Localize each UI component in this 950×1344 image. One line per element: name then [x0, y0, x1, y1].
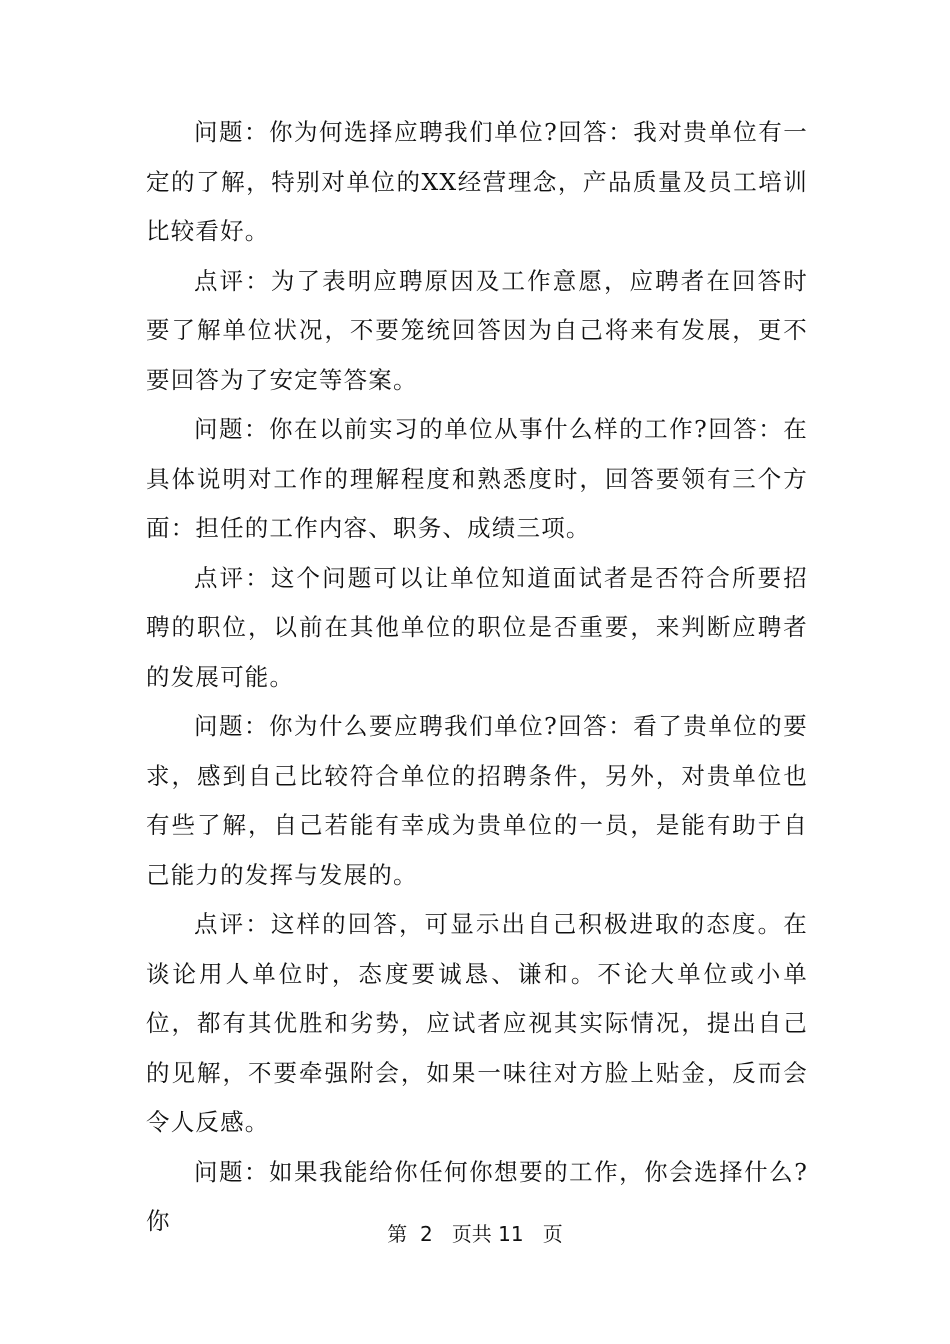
footer-middle: 页共: [451, 1222, 492, 1246]
paragraph-question-1: 问题：你为何选择应聘我们单位?回答：我对贵单位有一定的了解，特别对单位的XX经营理念，产品质量及员工培训比较看好。: [146, 118, 808, 245]
footer-current-page: 2: [420, 1222, 433, 1246]
paragraph-comment-3: 点评：这样的回答，可显示出自己积极进取的态度。在谈论用人单位时，态度要诚恳、谦和。不论大单位或小单位，都有其优胜和劣势，应试者应视其实际情况，提出自己的见解，不要牵强附会，如果一味往对方脸上贴金，反而会令人反感。: [146, 910, 808, 1136]
footer-total-pages: 11: [498, 1222, 524, 1246]
page-footer: [0, 1218, 950, 1247]
paragraph-question-4: 问题：如果我能给你任何你想要的工作，你会选择什么?你: [146, 1157, 808, 1235]
paragraph-question-2: 问题：你在以前实习的单位从事什么样的工作?回答：在具体说明对工作的理解程度和熟悉度时，回答要领有三个方面：担任的工作内容、职务、成绩三项。: [146, 415, 808, 542]
paragraph-comment-2: 点评：这个问题可以让单位知道面试者是否符合所要招聘的职位，以前在其他单位的职位是否重要，来判断应聘者的发展可能。: [146, 563, 808, 691]
footer-prefix: 第: [387, 1222, 408, 1246]
paragraph-question-3: 问题：你为什么要应聘我们单位?回答：看了贵单位的要求，感到自己比较符合单位的招聘条件，另外，对贵单位也有些了解，自己若能有幸成为贵单位的一员，是能有助于自己能力的发挥与发展的。: [146, 712, 808, 889]
document-body: [146, 108, 808, 1247]
footer-suffix: 页: [542, 1222, 563, 1246]
paragraph-comment-1: 点评：为了表明应聘原因及工作意愿，应聘者在回答时要了解单位状况，不要笼统回答因为自己将来有发展，更不要回答为了安定等答案。: [146, 266, 808, 394]
